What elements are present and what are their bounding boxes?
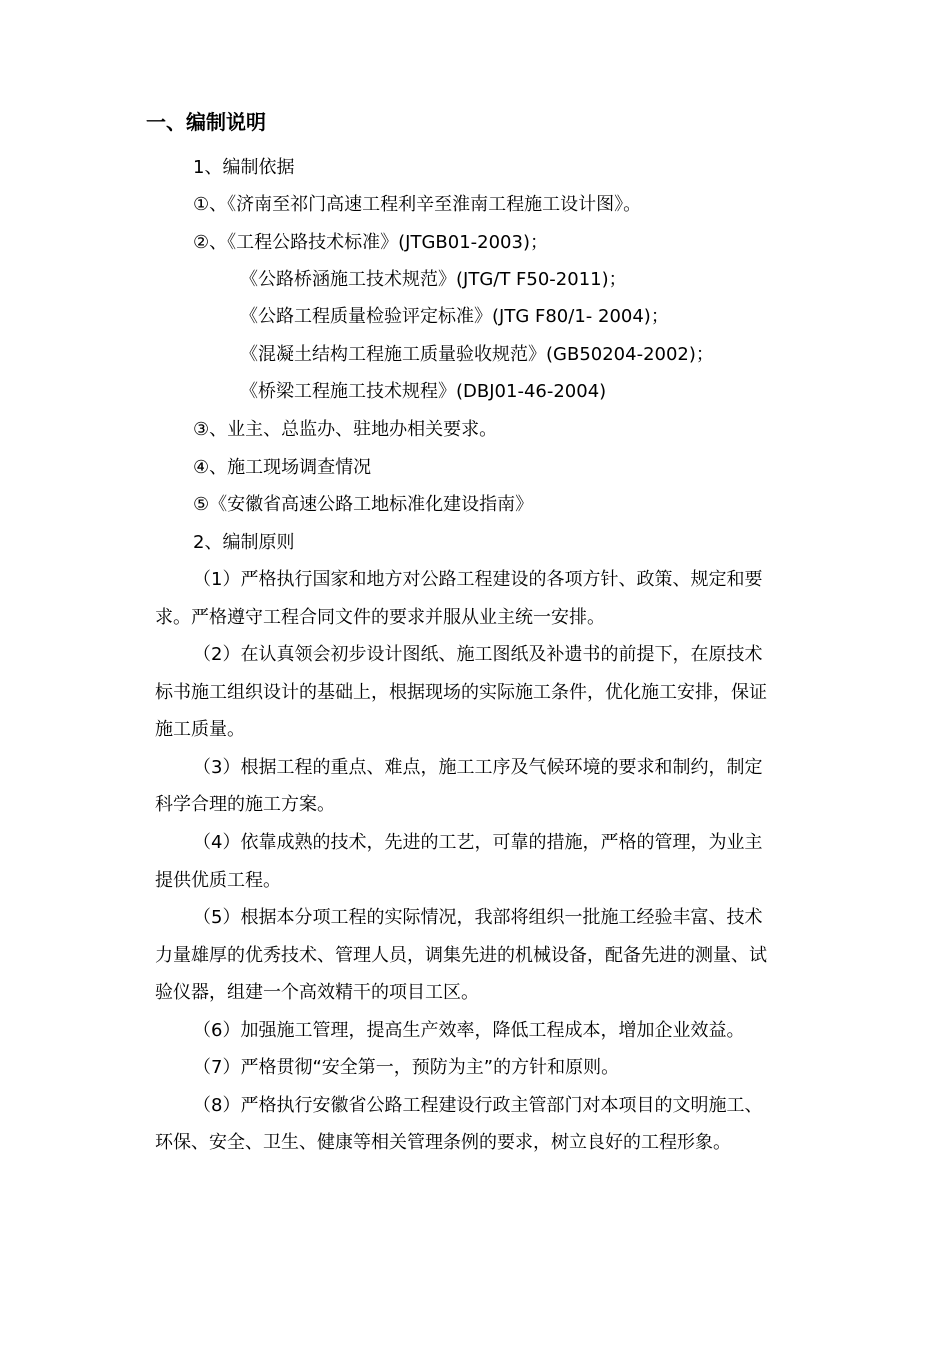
principle-line: （3）根据工程的重点、难点，施工工序及气候环境的要求和制约，制定 [193,757,763,778]
basis-item: 《桥梁工程施工技术规程》(DBJ01-46-2004) [240,381,607,402]
principle-line: （6）加强施工管理，提高生产效率，降低工程成本，增加企业效益。 [193,1020,745,1041]
basis-item: ④、施工现场调查情况 [193,457,372,478]
principle-line: 求。严格遵守工程合同文件的要求并服从业主统一安排。 [155,607,605,628]
principle-line: （2）在认真领会初步设计图纸、施工图纸及补遗书的前提下，在原技术 [193,644,763,665]
principle-line: （4）依靠成熟的技术，先进的工艺，可靠的措施，严格的管理，为业主 [193,832,763,853]
principle-line: （8）严格执行安徽省公路工程建设行政主管部门对本项目的文明施工、 [193,1095,763,1116]
basis-heading: 1、编制依据 [193,157,295,178]
principle-line: 力量雄厚的优秀技术、管理人员，调集先进的机械设备，配备先进的测量、试 [155,945,767,966]
principle-line: （5）根据本分项工程的实际情况，我部将组织一批施工经验丰富、技术 [193,907,763,928]
basis-item: ③、业主、总监办、驻地办相关要求。 [193,419,498,440]
principles-heading: 2、编制原则 [193,532,295,553]
principle-line: 科学合理的施工方案。 [155,794,335,815]
basis-item: 《混凝土结构工程施工质量验收规范》(GB50204-2002)； [240,344,714,365]
basis-item: ①、《济南至祁门高速工程利辛至淮南工程施工设计图》。 [193,194,642,215]
section-title: 一、编制说明 [146,110,266,134]
basis-item: 《公路工程质量检验评定标准》(JTG F80/1- 2004)； [240,306,669,327]
principle-line: 环保、安全、卫生、健康等相关管理条例的要求，树立良好的工程形象。 [155,1132,731,1153]
basis-item: ⑤《安徽省高速公路工地标准化建设指南》 [193,494,534,515]
principle-line: 提供优质工程。 [155,870,281,891]
principle-line: （7）严格贯彻“安全第一，预防为主”的方针和原则。 [193,1057,620,1078]
basis-item: ②、《工程公路技术标准》(JTGB01-2003)； [193,232,548,253]
principle-line: （1）严格执行国家和地方对公路工程建设的各项方针、政策、规定和要 [193,569,763,590]
principle-line: 施工质量。 [155,719,245,740]
principle-line: 验仪器，组建一个高效精干的项目工区。 [155,982,479,1003]
principle-line: 标书施工组织设计的基础上，根据现场的实际施工条件，优化施工安排，保证 [155,682,767,703]
basis-item: 《公路桥涵施工技术规范》(JTG/T F50-2011)； [240,269,627,290]
